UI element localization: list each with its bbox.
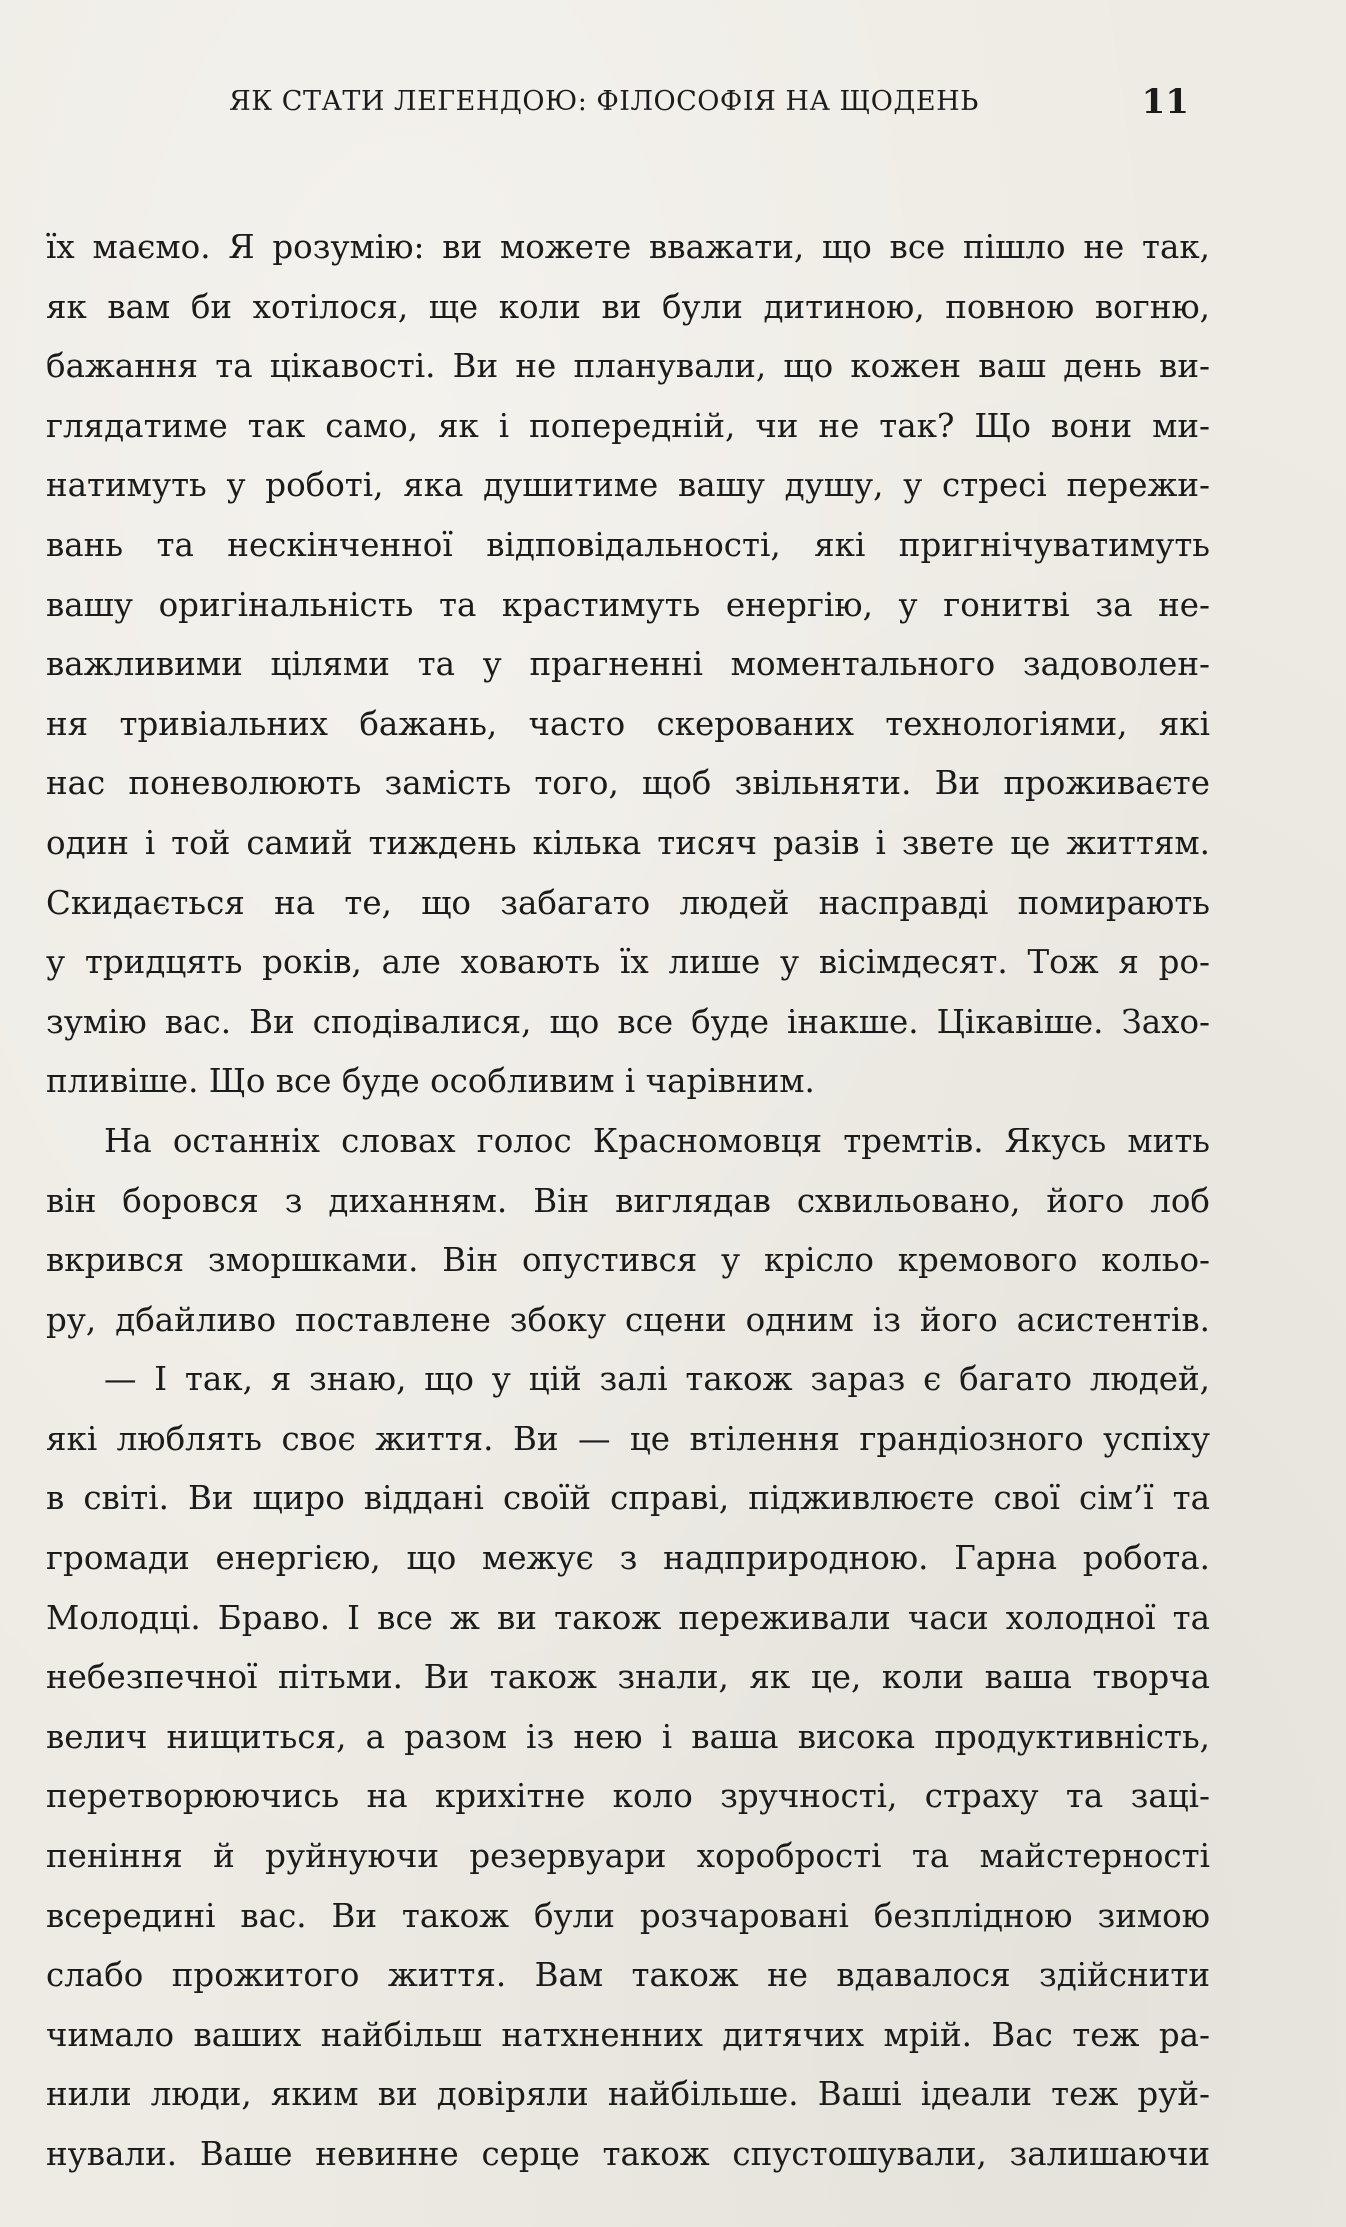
text-line: Скидається на те, що забагато людей насправді помирають [46,883,1210,922]
text-line: ня тривіальних бажань, часто скерованих технологіями, які [46,704,1210,743]
text-line: їх маємо. Я розумію: ви можете вважати, що все пішло не так, [46,228,1210,266]
text-line: Молодці. Браво. І все ж ви також переживали часи холодної та [46,1598,1210,1637]
text-line: пеніння й руйнуючи резервуари хоробрості та майстерності [46,1837,1210,1876]
paragraph-1 [46,218,1210,1112]
body-text [46,218,1210,2185]
text-line: громади енергією, що межує з надприродною. Гарна робота. [46,1539,1210,1578]
text-line: На останніх словах голос Красномовця тремтів. Якусь мить [104,1121,1210,1160]
text-line: які люблять своє життя. Ви — це втілення грандіозного успіху [46,1419,1210,1458]
text-line: велич нищиться, а разом із нею і ваша висока продуктивність, [46,1717,1210,1756]
text-line: пливіше. Що все буде особливим і чарівним. [46,1062,815,1101]
text-line: він боровся з диханням. Він виглядав схвильовано, його лоб [46,1181,1210,1220]
text-line: важливими цілями та у прагненні моментального задоволен- [46,645,1210,684]
text-line: як вам би хотілося, ще коли ви були дитиною, повною вогню, [46,287,1210,326]
text-line: небезпечної пітьми. Ви також знали, як це, коли ваша творча [46,1658,1210,1697]
text-line: нували. Ваше невинне серце також спустошували, залишаючи [46,2135,1210,2173]
text-line: у тридцять років, але ховають їх лише у вісімдесят. Тож я ро- [46,943,1210,982]
text-line: один і той самий тиждень кілька тисяч разів і звете це життям. [46,823,1210,862]
text-line: нили люди, яким ви довіряли найбільше. Ваші ідеали теж руй- [46,2075,1210,2114]
text-line: нас поневолюють замість того, щоб звільняти. Ви проживаєте [46,764,1210,803]
text-line: глядатиме так само, як і попередній, чи не так? Що вони ми- [46,406,1210,445]
paragraph-2 [46,1112,1210,1350]
text-line: всередині вас. Ви також були розчаровані безплідною зимою [46,1896,1210,1935]
text-line: вань та нескінченної відповідальності, які пригнічуватимуть [46,525,1210,564]
text-line: в світі. Ви щиро віддані своїй справі, підживлюєте свої сім’ї та [46,1479,1210,1518]
text-line: — І так, я знаю, що у цій залі також зараз є багато людей, [104,1360,1210,1399]
text-line: натимуть у роботі, яка душитиме вашу душу, у стресі пережи- [46,466,1210,505]
text-line: чимало ваших найбільш натхненних дитячих мрій. Вас теж ра- [46,2015,1210,2054]
page-number: 11 [1141,82,1189,122]
paragraph-3 [46,1350,1210,2184]
running-title: ЯК СТАТИ ЛЕГЕНДОЮ: ФІЛОСОФІЯ НА ЩОДЕНЬ [229,86,979,117]
text-line: бажання та цікавості. Ви не планували, що кожен ваш день ви- [46,347,1210,386]
text-line: вашу оригінальність та крастимуть енергію, у гонитві за не- [46,585,1210,624]
text-line: слабо прожитого життя. Вам також не вдавалося здійснити [46,1956,1210,1995]
running-head [229,82,1189,136]
text-line: вкрився зморшками. Він опустився у крісло кремового кольо- [46,1241,1210,1280]
text-line: перетворюючись на крихітне коло зручності, страху та заці- [46,1777,1210,1816]
text-line: ру, дбайливо поставлене збоку сцени одним із його асистентів. [46,1300,1210,1339]
text-line: зумію вас. Ви сподівалися, що все буде інакше. Цікавіше. Захо- [46,1002,1210,1041]
